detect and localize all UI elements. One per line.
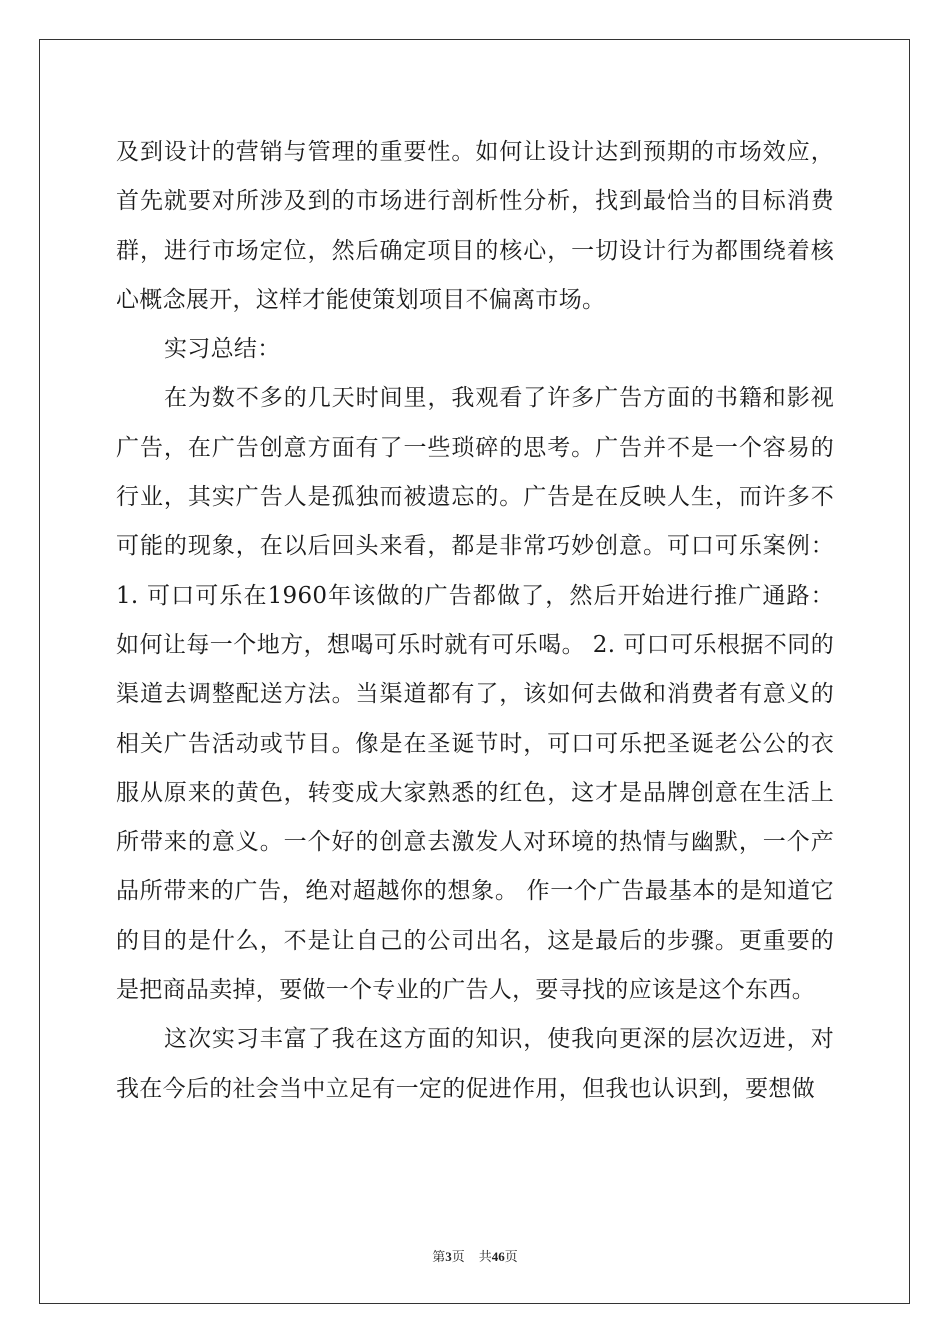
footer-total-prefix: 共 [478,1249,492,1264]
footer-total-suffix: 页 [504,1249,518,1264]
footer-page-number: 3 [445,1249,452,1264]
paragraph-internship-gain: 这次实习丰富了我在这方面的知识，使我向更深的层次迈进，对我在今后的社会当中立足有一定的促进作用，但我也认识到，要想做 [116,1026,834,1102]
page-footer [0,1246,950,1265]
paragraph-advertising-reflection: 在为数不多的几天时间里，我观看了许多广告方面的书籍和影视广告，在广告创意方面有了一些琐碎的思考。广告并不是一个容易的行业，其实广告人是孤独而被遗忘的。广告是在反映人生，而许多不可能的现象，在以后回头来看，都是非常巧妙创意。可口可乐案例：1. 可口可乐在1960年该做的广告都做了，然后开始进行推广通路：如何让每一个地方，想喝可乐时就有可乐喝。 2. 可口可乐根据不同的渠道去调整配送方法。当渠道都有了，该如何去做和消费者有意义的相关广告活动或节目。像是在圣诞节时，可口可乐把圣诞老公公的衣服从原来的黄色，转变成大家熟悉的红色，这才是品牌创意在生活上所带来的意义。一个好的创意去激发人对环境的热情与幽默，一个产品所带来的广告，绝对超越你的想象。 作一个广告最基本的是知道它的目的是什么，不是让自己的公司出名，这是最后的步骤。更重要的是把商品卖掉，要做一个专业的广告人，要寻找的应该是这个东西。 [116,385,834,1004]
footer-page-prefix: 第 [432,1249,446,1264]
paragraph-intro: 及到设计的营销与管理的重要性。如何让设计达到预期的市场效应，首先就要对所涉及到的市场进行剖析性分析，找到最恰当的目标消费群，进行市场定位，然后确定项目的核心，一切设计行为都围绕着核心概念展开，这样才能使策划项目不偏离市场。 [116,139,834,313]
footer-page-suffix: 页 [451,1249,465,1264]
footer-total-number: 46 [491,1249,505,1264]
document-body [116,128,834,1114]
section-heading-summary: 实习总结： [164,336,281,363]
